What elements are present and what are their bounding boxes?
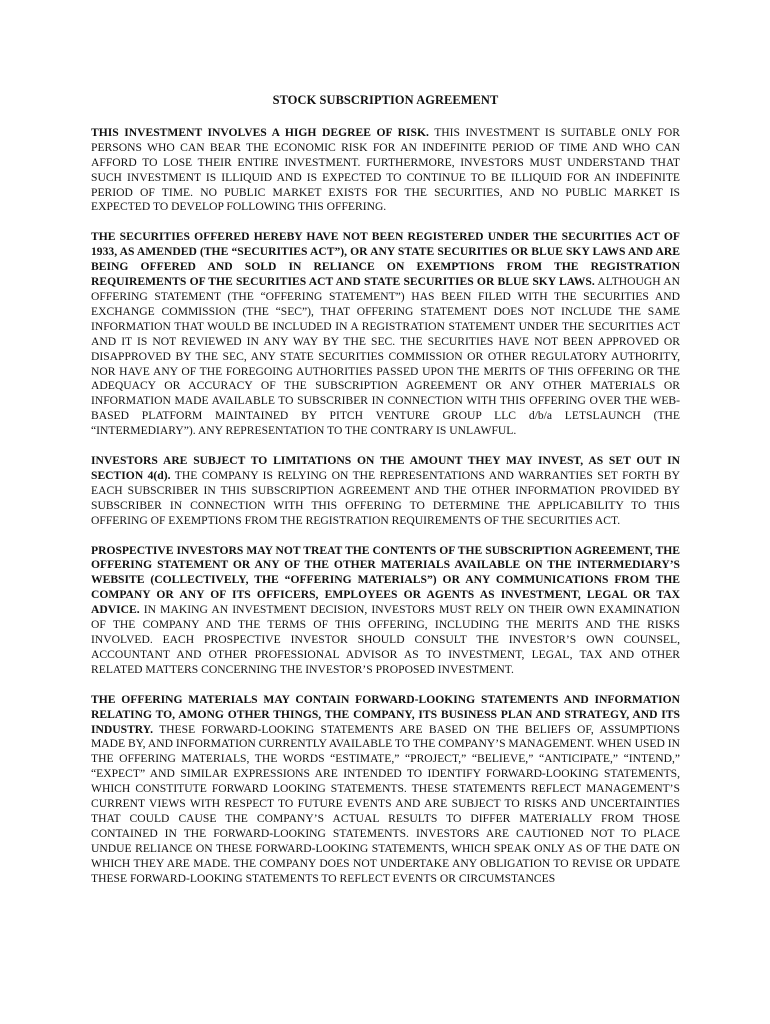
paragraph-risk xyxy=(91,126,680,215)
paragraph-risk-bold: THIS INVESTMENT INVOLVES A HIGH DEGREE OF RISK. xyxy=(91,125,429,139)
paragraph-forward-looking xyxy=(91,693,680,887)
paragraph-limitations xyxy=(91,454,680,529)
paragraph-registration-bold: THE SECURITIES OFFERED HEREBY HAVE NOT BEEN REGISTERED UNDER THE SECURITIES ACT OF 1933, AS AMENDED (THE “SECURITIES ACT”), OR ANY STATE SECURITIES OR BLUE SKY LAWS AND ARE BEING OFFERED AND SOLD IN RELIANCE ON EXEMPTIONS FROM THE REGISTRATION REQUIREMENTS OF THE SECURITIES ACT AND STATE SECURITIES OR BLUE SKY LAWS. xyxy=(91,230,680,289)
paragraph-advice xyxy=(91,544,680,678)
paragraph-risk-text: THIS INVESTMENT IS SUITABLE ONLY FOR PERSONS WHO CAN BEAR THE ECONOMIC RISK FOR AN INDEFINITE PERIOD OF TIME AND WHO CAN AFFORD TO LOSE THEIR ENTIRE INVESTMENT. FURTHERMORE, INVESTORS MUST UNDERSTAND THAT SUCH INVESTMENT IS ILLIQUID AND IS EXPECTED TO CONTINUE TO BE ILLIQUID FOR AN INDEFINITE PERIOD OF TIME. NO PUBLIC MARKET EXISTS FOR THE SECURITIES, AND NO PUBLIC MARKET IS EXPECTED TO DEVELOP FOLLOWING THIS OFFERING. xyxy=(91,125,681,214)
paragraph-registration xyxy=(91,230,680,439)
paragraph-limitations-text: THE COMPANY IS RELYING ON THE REPRESENTATIONS AND WARRANTIES SET FORTH BY EACH SUBSCRIBER IN THIS SUBSCRIPTION AGREEMENT AND THE OTHER INFORMATION PROVIDED BY SUBSCRIBER IN CONNECTION WITH THIS OFFERING TO DETERMINE THE APPLICABILITY TO THIS OFFERING OF EXEMPTIONS FROM THE REGISTRATION REQUIREMENTS OF THE SECURITIES ACT. xyxy=(91,468,680,527)
document-body xyxy=(91,93,680,902)
paragraph-advice-text: IN MAKING AN INVESTMENT DECISION, INVESTORS MUST RELY ON THEIR OWN EXAMINATION OF THE COMPANY AND THE TERMS OF THIS OFFERING, INCLUDING THE MERITS AND THE RISKS INVOLVED. EACH PROSPECTIVE INVESTOR SHOULD CONSULT THE INVESTOR’S OWN COUNSEL, ACCOUNTANT AND OTHER PROFESSIONAL ADVISOR AS TO INVESTMENT, LEGAL, TAX AND OTHER RELATED MATTERS CONCERNING THE INVESTOR’S PROPOSED INVESTMENT. xyxy=(91,603,680,676)
paragraph-advice-bold: PROSPECTIVE INVESTORS MAY NOT TREAT THE CONTENTS OF THE SUBSCRIPTION AGREEMENT, THE OFFERING STATEMENT OR ANY OF THE OTHER MATERIALS AVAILABLE ON THE INTERMEDIARY’S WEBSITE (COLLECTIVELY, THE “OFFERING MATERIALS”) OR ANY COMMUNICATIONS FROM THE COMPANY OR ANY OF ITS OFFICERS, EMPLOYEES OR AGENTS AS INVESTMENT, LEGAL OR TAX ADVICE. xyxy=(91,543,680,617)
paragraph-forward-looking-bold: THE OFFERING MATERIALS MAY CONTAIN FORWARD-LOOKING STATEMENTS AND INFORMATION RELATING TO, AMONG OTHER THINGS, THE COMPANY, ITS BUSINESS PLAN AND STRATEGY, AND ITS INDUSTRY. xyxy=(91,692,680,736)
paragraph-forward-looking-text: THESE FORWARD-LOOKING STATEMENTS ARE BASED ON THE BELIEFS OF, ASSUMPTIONS MADE BY, AND INFORMATION CURRENTLY AVAILABLE TO THE COMPANY’S MANAGEMENT. WHEN USED IN THE OFFERING MATERIALS, THE WORDS “ESTIMATE,” “PROJECT,” “BELIEVE,” “ANTICIPATE,” “INTEND,” “EXPECT” AND SIMILAR EXPRESSIONS ARE INTENDED TO IDENTIFY FORWARD-LOOKING STATEMENTS, WHICH CONSTITUTE FORWARD LOOKING STATEMENTS. THESE STATEMENTS REFLECT MANAGEMENT’S CURRENT VIEWS WITH RESPECT TO FUTURE EVENTS AND ARE SUBJECT TO RISKS AND UNCERTAINTIES THAT COULD CAUSE THE COMPANY’S ACTUAL RESULTS TO DIFFER MATERIALLY FROM THOSE CONTAINED IN THE FORWARD-LOOKING STATEMENTS. INVESTORS ARE CAUTIONED NOT TO PLACE UNDUE RELIANCE ON THESE FORWARD-LOOKING STATEMENTS, WHICH SPEAK ONLY AS OF THE DATE ON WHICH THEY ARE MADE. THE COMPANY DOES NOT UNDERTAKE ANY OBLIGATION TO REVISE OR UPDATE THESE FORWARD-LOOKING STATEMENTS TO REFLECT EVENTS OR CIRCUMSTANCES xyxy=(91,722,680,885)
paragraph-registration-text: ALTHOUGH AN OFFERING STATEMENT (THE “OFFERING STATEMENT”) HAS BEEN FILED WITH THE SECURITIES AND EXCHANGE COMMISSION (THE “SEC”), THAT OFFERING STATEMENT DOES NOT INCLUDE THE SAME INFORMATION THAT WOULD BE INCLUDED IN A REGISTRATION STATEMENT UNDER THE SECURITIES ACT AND IT IS NOT REVIEWED IN ANY WAY BY THE SEC. THE SECURITIES HAVE NOT BEEN APPROVED OR DISAPPROVED BY THE SEC, ANY STATE SECURITIES COMMISSION OR OTHER REGULATORY AUTHORITY, NOR HAVE ANY OF THE FOREGOING AUTHORITIES PASSED UPON THE MERITS OF THIS OFFERING OR THE ADEQUACY OR ACCURACY OF THE SUBSCRIPTION AGREEMENT OR ANY OTHER MATERIALS OR INFORMATION MADE AVAILABLE TO SUBSCRIBER IN CONNECTION WITH THIS OFFERING OVER THE WEB-BASED PLATFORM MAINTAINED BY PITCH VENTURE GROUP LLC d/b/a LETSLAUNCH (THE “INTERMEDIARY”). ANY REPRESENTATION TO THE CONTRARY IS UNLAWFUL. xyxy=(91,275,680,438)
paragraph-limitations-bold: INVESTORS ARE SUBJECT TO LIMITATIONS ON THE AMOUNT THEY MAY INVEST, AS SET OUT IN SECTION 4(d). xyxy=(91,454,680,482)
document-title: STOCK SUBSCRIPTION AGREEMENT xyxy=(272,93,499,107)
